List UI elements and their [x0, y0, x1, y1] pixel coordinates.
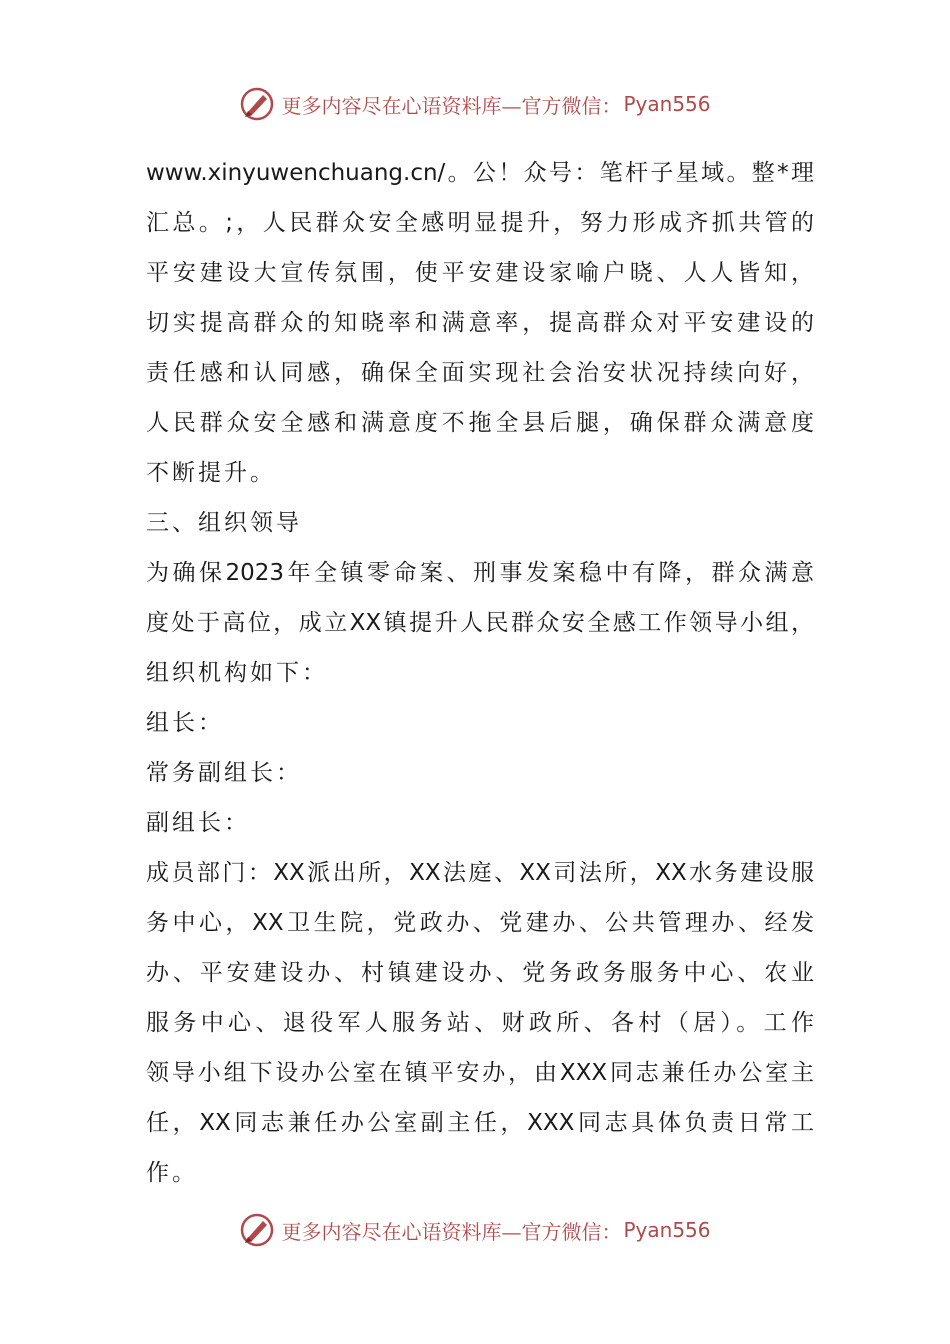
text-line: 副组长： — [146, 810, 250, 836]
footer-banner-text: 更多内容尽在心语资料库—官方微信： — [281, 1219, 622, 1244]
text-line: 成员部门：XX派出所，XX法庭、XX司法所，XX水务建设服 — [146, 860, 814, 886]
text-line: 常务副组长： — [146, 760, 302, 786]
header-wechat-id: Pyan556 — [623, 92, 711, 116]
text-line: 汇总。;，人民群众安全感明显提升，努力形成齐抓共管的 — [146, 210, 814, 236]
text-line: 度处于高位，成立XX镇提升人民群众安全感工作领导小组， — [146, 610, 814, 636]
header-banner-text: 更多内容尽在心语资料库—官方微信： — [281, 93, 622, 118]
text-line: 责任感和认同感，确保全面实现社会治安状况持续向好， — [146, 360, 814, 386]
text-line: 服务中心、退役军人服务站、财政所、各村（居）。工作 — [146, 1010, 814, 1036]
text-line: 不断提升。 — [146, 460, 276, 486]
pen-logo-icon — [239, 86, 275, 122]
text-line: 平安建设大宣传氛围，使平安建设家喻户晓、人人皆知， — [146, 260, 814, 286]
text-line: 领导小组下设办公室在镇平安办，由XXX同志兼任办公室主 — [146, 1060, 814, 1086]
pen-logo-icon — [239, 1212, 275, 1248]
text-line: 组长： — [146, 710, 224, 736]
footer-banner — [0, 1210, 950, 1250]
text-line: 切实提高群众的知晓率和满意率，提高群众对平安建设的 — [146, 310, 814, 336]
text-line: 人民群众安全感和满意度不拖全县后腿，确保群众满意度 — [146, 410, 814, 436]
header-banner — [0, 84, 950, 124]
text-line: 任，XX同志兼任办公室副主任，XXX同志具体负责日常工 — [146, 1110, 814, 1136]
text-line: 为确保2023年全镇零命案、刑事发案稳中有降，群众满意 — [146, 560, 814, 586]
text-line: 作。 — [146, 1160, 198, 1186]
footer-wechat-id: Pyan556 — [623, 1218, 711, 1242]
text-line: 办、平安建设办、村镇建设办、党务政务服务中心、农业 — [146, 960, 814, 986]
document-body — [146, 148, 814, 1198]
text-line: 组织机构如下： — [146, 660, 328, 686]
section-heading: 三、组织领导 — [146, 510, 302, 536]
text-line: www.xinyuwenchuang.cn/。公！众号：笔杆子星域。整*理 — [146, 160, 814, 186]
text-line: 务中心，XX卫生院，党政办、党建办、公共管理办、经发 — [146, 910, 814, 936]
